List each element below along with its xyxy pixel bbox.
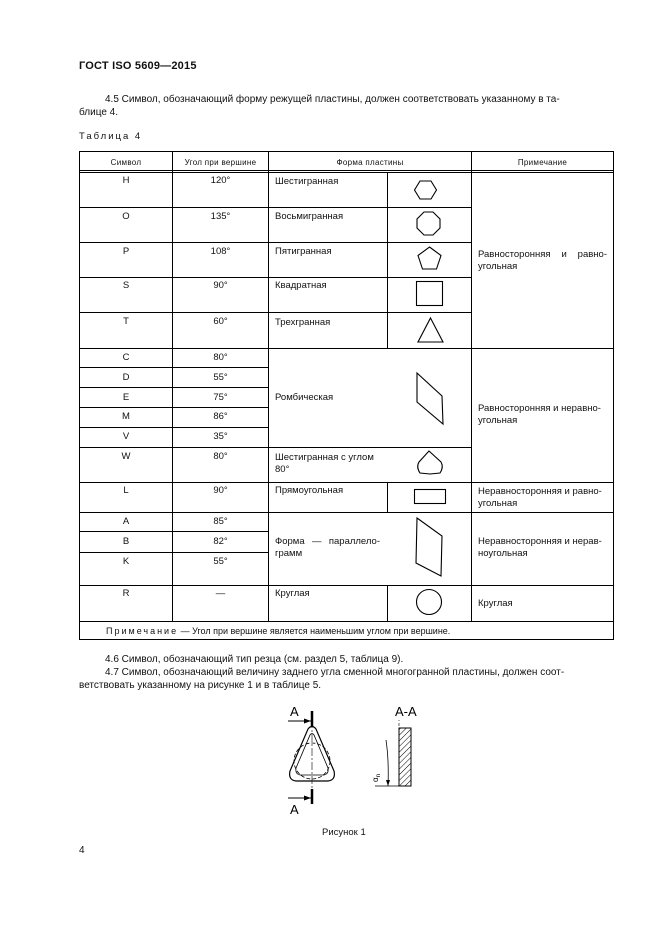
row-angle: 86° <box>213 411 228 422</box>
section-arrow-label-top: A <box>290 704 299 719</box>
note-round: Круглая <box>478 598 513 609</box>
row-shape-name: Круглая <box>275 588 310 599</box>
arrowhead-bottom <box>304 796 311 801</box>
header-angle: Угол при вершине <box>184 158 257 167</box>
w-shape-name-line1: Шестигранная с углом <box>275 452 374 463</box>
row-symbol: S <box>122 280 130 291</box>
row-symbol: K <box>122 556 130 567</box>
document-header: ГОСТ ISO 5609—2015 <box>79 60 197 72</box>
table-footnote <box>106 626 450 638</box>
w-shape-name-line2: 80° <box>275 464 290 475</box>
row-angle: 108° <box>210 246 231 257</box>
row-shape-name: Трехгранная <box>275 317 331 328</box>
parallelogram-name-line2: грамм <box>275 548 303 559</box>
parallelogram-shape <box>416 518 442 576</box>
page-number: 4 <box>79 845 85 856</box>
row-angle: 90° <box>213 485 228 496</box>
paragraph-4-7-line1: 4.7 Символ, обозначающий величину заднего угла сменной многогранной пластины, должен соот- <box>105 667 565 678</box>
row-symbol: R <box>122 588 130 599</box>
alpha-label: $\alpha_n$ <box>371 774 382 782</box>
section-profile <box>399 728 411 786</box>
note-equilateral-line1: Равносторонняя и равно- <box>478 249 607 260</box>
rectangle-shape <box>415 490 446 504</box>
note-rhombic-line2: угольная <box>478 415 518 426</box>
row-shape-name: Пятигранная <box>275 246 332 257</box>
header-shape: Форма пластины <box>336 158 404 167</box>
paragraph-4-7-line2: ветствовать указанному на рисунке 1 и в таблице 5. <box>79 680 322 691</box>
row-symbol: A <box>122 516 130 527</box>
row-symbol: W <box>121 451 131 462</box>
row-symbol: O <box>122 211 130 222</box>
angle-arrowhead <box>386 780 390 786</box>
paragraph-4-5-line1: 4.5 Символ, обозначающий форму режущей пластины, должен соответствовать указанному в та- <box>105 94 560 105</box>
row-symbol: E <box>122 392 130 403</box>
row-symbol: T <box>123 316 129 327</box>
hexagon-shape <box>415 181 437 199</box>
row-symbol: C <box>122 352 130 363</box>
row-angle: 60° <box>213 316 228 327</box>
row-angle: 85° <box>213 516 228 527</box>
triangle-shape <box>418 318 443 342</box>
row-angle: 80° <box>213 451 228 462</box>
section-arrow-label-bottom: A <box>290 802 299 817</box>
note-rhombic-line1: Равносторонняя и неравно- <box>478 403 601 414</box>
note-para-line2: ноугольная <box>478 548 528 559</box>
row-angle: 55° <box>213 556 228 567</box>
angle-arc <box>386 740 388 786</box>
arrowhead-top <box>304 719 311 724</box>
row-angle: 80° <box>213 352 228 363</box>
footnote-text: — Угол при вершине является наименьшим углом при вершине. <box>180 626 451 636</box>
row-symbol: L <box>123 485 129 496</box>
row-angle: 135° <box>210 211 231 222</box>
row-angle: 120° <box>210 175 231 186</box>
row-symbol: M <box>122 411 130 422</box>
row-symbol: H <box>122 175 130 186</box>
note-para-line1: Неравносторонняя и нерав- <box>478 536 602 547</box>
trigon-w-shape <box>418 451 443 474</box>
paragraph-4-5-line2: блице 4. <box>79 107 118 118</box>
row-shape-name: Прямоугольная <box>275 485 344 496</box>
paragraph-4-6: 4.6 Символ, обозначающий тип резца (см. раздел 5, таблица 9). <box>105 654 404 665</box>
row-shape-name: Восьмигранная <box>275 211 344 222</box>
row-symbol: P <box>122 246 130 257</box>
table-caption: Таблица 4 <box>79 131 143 142</box>
header-note: Примечание <box>517 158 568 167</box>
row-angle: 82° <box>213 536 228 547</box>
rhombic-shape-name: Ромбическая <box>275 392 334 403</box>
octagon-shape <box>417 212 440 235</box>
row-shape-name: Квадратная <box>275 280 327 291</box>
row-angle: 75° <box>213 392 228 403</box>
note-rect-line1: Неравносторонняя и равно- <box>478 486 602 497</box>
row-angle: 55° <box>213 372 228 383</box>
footnote-label: Примечание <box>106 626 179 636</box>
parallelogram-name-line1: Форма — параллело- <box>275 536 380 547</box>
row-shape-name: Шестигранная <box>275 176 339 187</box>
row-angle: 35° <box>213 431 228 442</box>
pentagon-shape <box>418 247 441 269</box>
square-shape <box>417 282 443 306</box>
rhombus-shape <box>417 373 443 424</box>
row-angle: — <box>215 588 226 599</box>
circle-shape <box>417 590 442 615</box>
figure-1 <box>270 700 430 820</box>
figure-caption: Рисунок 1 <box>322 827 366 838</box>
row-symbol: V <box>122 431 130 442</box>
row-angle: 90° <box>213 280 228 291</box>
note-equilateral-line2: угольная <box>478 261 518 272</box>
note-rect-line2: угольная <box>478 498 518 509</box>
row-symbol: D <box>122 372 130 383</box>
row-symbol: B <box>122 536 130 547</box>
section-label: A-A <box>395 704 417 719</box>
header-symbol: Символ <box>110 158 142 167</box>
